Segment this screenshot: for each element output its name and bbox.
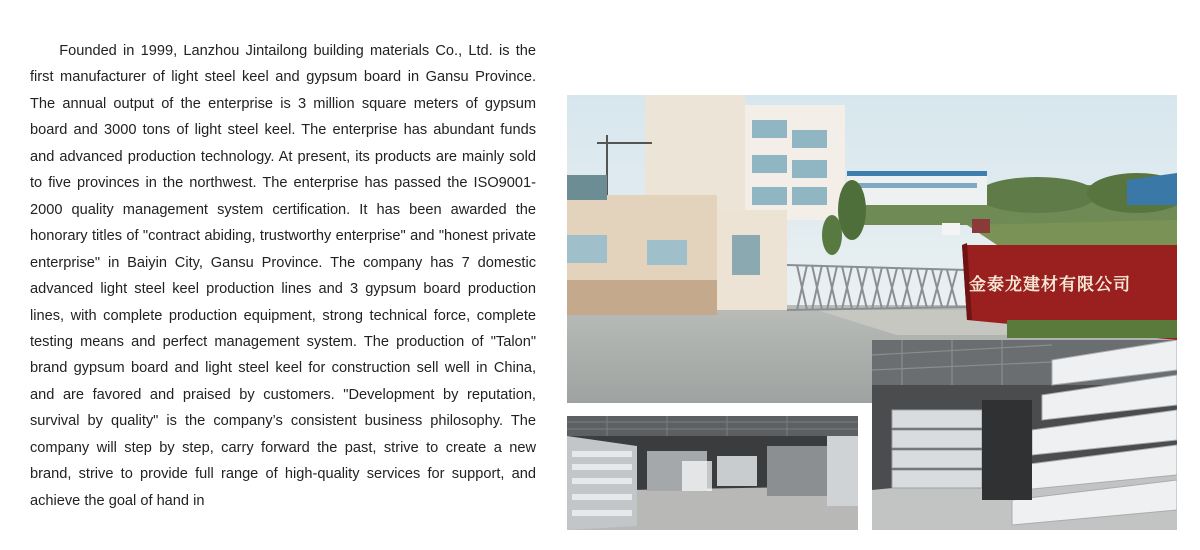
- company-intro-paragraph: Founded in 1999, Lanzhou Jintailong building materials Co., Ltd. is the first manufacturer of light steel keel and gypsum board in Gansu Province. The annual output of the enterprise is 3 million square meters of gypsum board and 3000 tons of light steel keel. The enterprise has abundant funds and advanced production technology. At present, its products are mainly sold to five provinces in the northwest. The enterprise has passed the ISO9001-2000 quality management system certification. It has been awarded the honorary titles of "contract abiding, trustworthy enterprise" and "honest private enterprise" in Baiyin City, Gansu Province. The company has 7 domestic advanced light steel keel production lines and 3 gypsum board production lines, with complete production equipment, strong technical force, complete testing means and perfect management system. The production of "Talon" brand gypsum board and light steel keel for construction sell well in China, and are favored and praised by customers. "Development by reputation, survival by quality" is the company’s consistent business philosophy. The company will step by step, carry forward the past, strive to create a new brand, strive to provide full range of high-quality services for support, and achieve the goal of hand in: [30, 43, 536, 509]
- steel-keel-stacks-photo: [872, 340, 1177, 530]
- warehouse-interior-photo: [567, 416, 858, 530]
- company-sign-text: 金泰龙建材有限公司: [969, 275, 1131, 295]
